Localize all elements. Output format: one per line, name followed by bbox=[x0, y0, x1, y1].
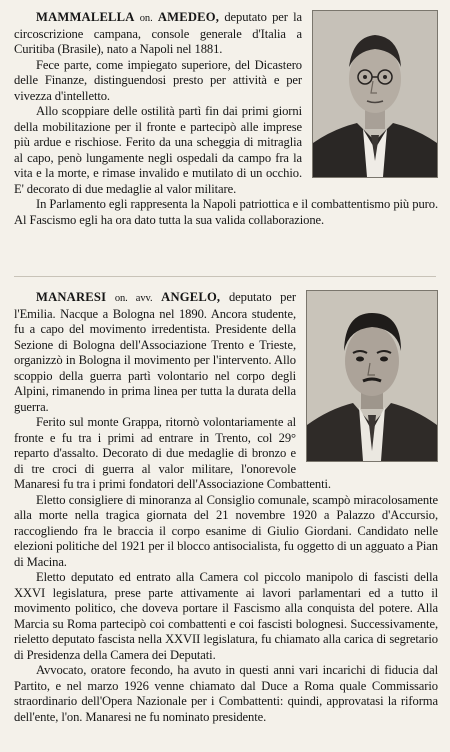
paragraph: Ferito sul monte Grappa, ritornò volontariamente al fronte e fu tra i primi ad entrare in Trento, col 29° reparto d'assalto. Decorato di due medaglie di bronzo e di tre croci di guerra al valor militare, l'onorevole Manaresi fu tra i primi fondatori dell'Associazione Combattenti. bbox=[14, 415, 331, 491]
paragraph: In Parlamento egli rappresenta la Napoli patriottica e il combattentismo più puro. Al Fascismo egli ha ora dato tutta la sua valida collaborazione. bbox=[14, 197, 438, 227]
surname: MAMMALELLA bbox=[36, 10, 135, 24]
surname: MANARESI bbox=[36, 290, 107, 304]
paragraph-text: deputato per l'Emilia. Nacque a Bologna nel 1890. Ancora studente, fu a capo del movimento irredentista. Presidente della Sezione di Bologna dell'Associazione Trento e Trieste, organizzò in Bologna il movimento per l'intervento. Allo scoppio della guerra partì volontario nel corpo degli Alpini, rimanendo in prima linea per tutta la durata della guerra. bbox=[14, 290, 296, 414]
portrait-photo-mammalella bbox=[312, 10, 438, 178]
paragraph: Allo scoppiare delle ostilità partì fin dai primi giorni della mobilitazione per il fronte e partecipò alle imprese più ardue e rischiose. Ferito da una scheggia di mitraglia al capo, penò lungamente negli ospedali da campo fra la vita e la morte, e rimase invalido e mutilato di un occhio. E' decorato di due medaglie al valor militare. bbox=[14, 104, 302, 196]
portrait-image bbox=[307, 291, 437, 461]
given-name: ANGELO, bbox=[161, 290, 221, 304]
honorific: on. bbox=[139, 13, 153, 24]
honorific: on. avv. bbox=[114, 293, 153, 304]
paragraph-text: deputato per la circoscrizione campana, console generale d'Italia a Curitiba (Brasile), nato a Napoli nel 1881. bbox=[14, 10, 302, 56]
portrait-photo-manaresi bbox=[306, 290, 438, 462]
given-name: AMEDEO, bbox=[157, 10, 220, 24]
biography-manaresi bbox=[14, 290, 438, 725]
biography-mammalella bbox=[14, 10, 438, 228]
portrait-image bbox=[313, 11, 437, 177]
paragraph: Eletto consigliere di minoranza al Consiglio comunale, scampò miracolosamente alla morte nella tragica giornata del 21 novembre 1920 a Palazzo d'Accursio, raccogliendo fra le braccia il corpo esanime di Giulio Giordani. Candidato nelle elezioni politiche del 1921 per il blocco antisocialista, fu oggetto di un agguato a Pian di Macina. bbox=[14, 492, 438, 569]
divider bbox=[14, 276, 436, 277]
paragraph: Fece parte, come impiegato superiore, del Dicastero delle Finanze, distinguendosi presto per attività e per vivezza d'intelletto. bbox=[14, 57, 302, 103]
paragraph: Eletto deputato ed entrato alla Camera col piccolo manipolo di fascisti della XXVI legislatura, prese parte attivamente ai lavori parlamentari ed a tutto il movimento politico, che doveva portare il Fascismo alla conquista del potere. Alla Marcia su Roma partecipò coi combattenti e coi fascisti bolognesi. Successivamente, rieletto deputato fascista nella XXVII legislatura, fu chiamato alla carica di segretario di Presidenza della Camera dei Deputati. bbox=[14, 570, 438, 662]
paragraph: Avvocato, oratore fecondo, ha avuto in questi anni vari incarichi di fiducia dal Partito, e nel marzo 1926 venne chiamato dal Duce a Roma quale Commissario straordinario dell'Opera Nazionale per i Combattenti: quindi, approvatasi la riforma dell'ente, l'on. Manaresi ne fu nominato presidente. bbox=[14, 663, 438, 724]
